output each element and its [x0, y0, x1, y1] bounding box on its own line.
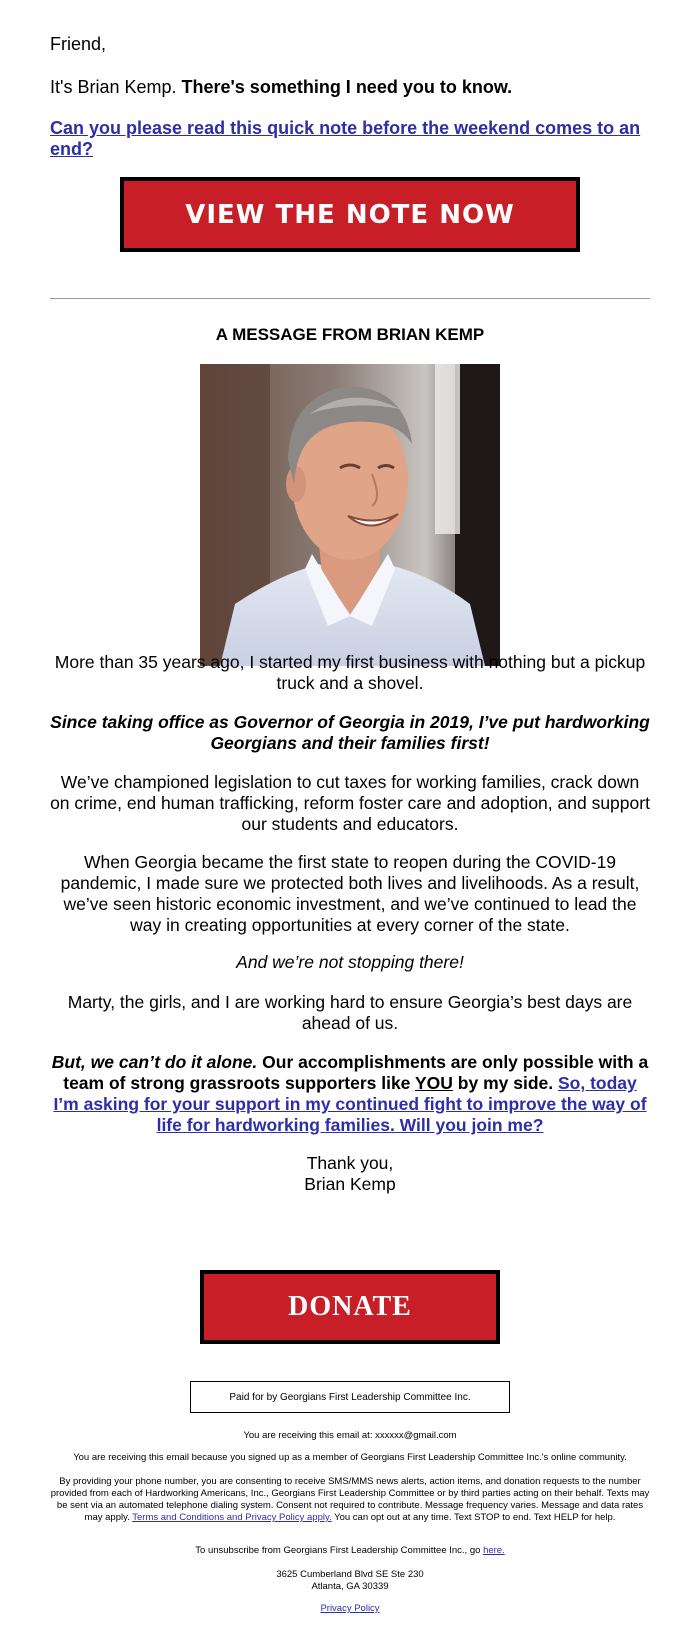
unsubscribe-text: [50, 1545, 650, 1557]
intro-bold: There's something I need you to know.: [181, 77, 513, 97]
read-note-link[interactable]: Can you please read this quick note before the weekend comes to an end?: [50, 118, 641, 159]
paragraph-5: And we’re not stopping there!: [236, 952, 464, 972]
address-line-2: Atlanta, GA 30339: [311, 1581, 389, 1592]
join-me-link[interactable]: So, today I’m asking for your support in my continued fight to improve the way of life for hardworking families. Will you join me?: [53, 1073, 647, 1135]
address-line-1: 3625 Cumberland Blvd SE Ste 230: [276, 1569, 424, 1580]
view-note-button[interactable]: [120, 177, 580, 252]
p7-italic: But, we can’t do it alone.: [51, 1052, 258, 1072]
donate-button-label: DONATE: [204, 1274, 496, 1340]
view-note-button-label: VIEW THE NOTE NOW: [124, 181, 576, 248]
intro-line: [50, 77, 512, 98]
greeting: Friend,: [50, 34, 107, 54]
receiving-email-text: You are receiving this email at: xxxxxx@gmail.com: [243, 1430, 457, 1441]
signature: Brian Kemp: [304, 1174, 396, 1194]
paragraph-3: We’ve championed legislation to cut taxes for working families, crack down on crime, end human trafficking, reform foster care and adoption, and support our students and educators.: [50, 772, 650, 834]
portrait-illustration: [200, 364, 500, 666]
sms-consent-text: [50, 1476, 650, 1524]
paragraph-1: More than 35 years ago, I started my first business with nothing but a pickup truck and a shovel.: [54, 652, 646, 693]
message-title: A MESSAGE FROM BRIAN KEMP: [215, 325, 485, 344]
intro-prefix: It's Brian Kemp.: [50, 77, 177, 97]
signup-reason-text: You are receiving this email because you signed up as a member of Georgians First Leadership Committee Inc.'s online community.: [73, 1452, 627, 1463]
signoff: Thank you,: [306, 1153, 394, 1173]
donate-button[interactable]: [200, 1270, 500, 1344]
divider: [50, 298, 650, 299]
p7-bold: Our accomplishments are only possible with a team of strong grassroots supporters like: [63, 1052, 649, 1093]
p7-you: YOU: [414, 1073, 453, 1093]
privacy-policy-row: [50, 1603, 650, 1615]
paragraph-7: [50, 1052, 650, 1136]
brian-kemp-portrait: [200, 364, 500, 666]
unsubscribe-link[interactable]: here.: [483, 1545, 505, 1556]
privacy-policy-link[interactable]: Privacy Policy: [320, 1603, 380, 1614]
p7-end: by my side.: [457, 1073, 554, 1093]
sms-text: By providing your phone number, you are consenting to receive SMS/MMS news alerts, action items, and donation requests to the number provided from each of Hardworking Americans, Inc., Georgians First Leadership Committee or by third parties acting on their behalf. Texts may be sent via an automated telephone dialing system. Consent not required to contribute. Message frequency varies. Message and data rates may apply.: [50, 1476, 650, 1523]
terms-link[interactable]: Terms and Conditions and Privacy Policy apply.: [132, 1512, 332, 1523]
paragraph-6: Marty, the girls, and I are working hard to ensure Georgia’s best days are ahead of us.: [67, 992, 633, 1033]
paid-for-box: Paid for by Georgians First Leadership Committee Inc.: [190, 1381, 510, 1413]
sms-tail: You can opt out at any time. Text STOP to end. Text HELP for help.: [334, 1512, 616, 1523]
paragraph-4: When Georgia became the first state to reopen during the COVID-19 pandemic, I made sure we protected both lives and livelihoods. As a result, we’ve seen historic economic investment, and we’ve continued to lead the way in creating opportunities at every corner of the state.: [60, 852, 640, 935]
unsub-text: To unsubscribe from Georgians First Leadership Committee Inc., go: [195, 1545, 481, 1556]
paragraph-2: Since taking office as Governor of Georgia in 2019, I’ve put hardworking Georgians and their families first!: [50, 712, 650, 753]
